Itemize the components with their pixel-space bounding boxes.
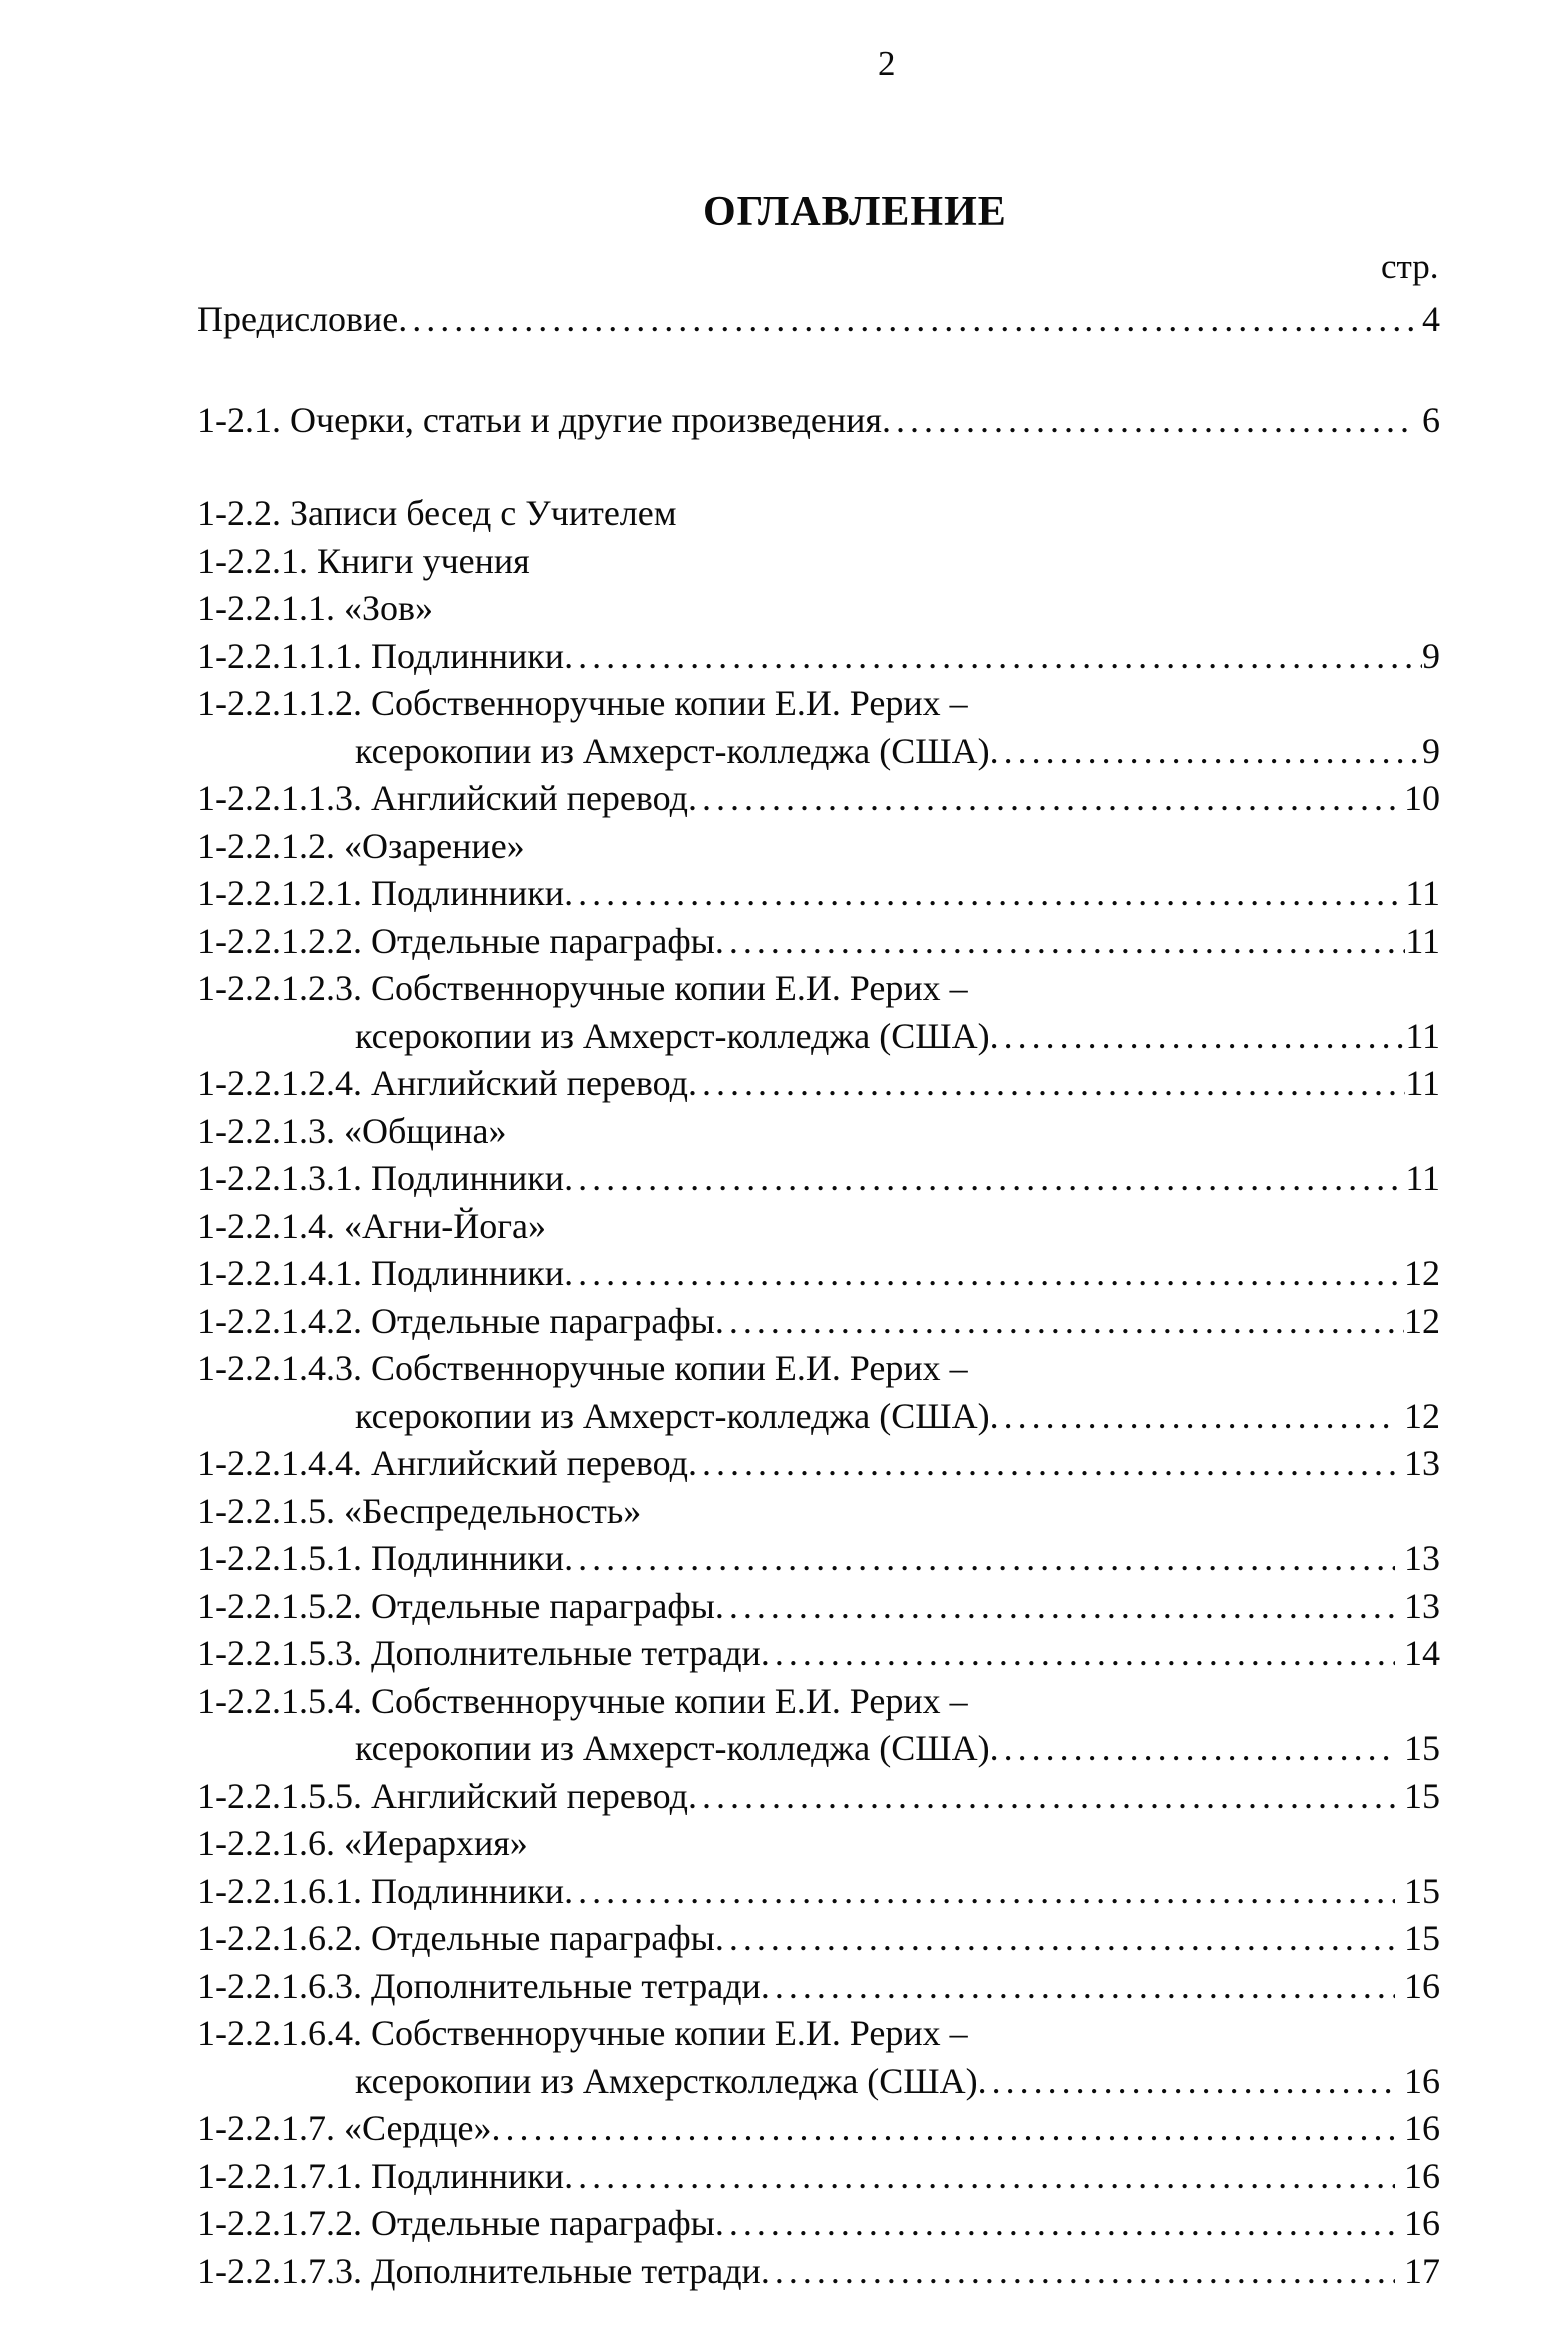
leader-dots — [564, 1250, 1404, 1298]
toc-row — [197, 1013, 1440, 1061]
leader-dots — [398, 296, 1422, 344]
toc-entry-page: 9 — [1422, 635, 1440, 676]
toc-row — [197, 2010, 1440, 2058]
toc-entry-label: 1-2.2. Записи бесед с Учителем — [197, 493, 677, 533]
toc-entry-label: 1-2.2.1.1.3. Английский перевод — [197, 778, 688, 818]
leader-dots — [688, 775, 1404, 823]
toc-entry-label: ксерокопии из Амхерстколледжа (США) — [355, 2060, 978, 2101]
leader-dots — [564, 870, 1405, 918]
toc-entry-page: 14 — [1395, 1633, 1440, 1673]
toc-entry-label: 1-2.2.1.2. «Озарение» — [197, 825, 525, 866]
toc — [197, 296, 1440, 2295]
toc-entry-label: 1-2.2.1.5.4. Собственноручные копии Е.И. Рерих – — [197, 1680, 968, 1721]
toc-entry-label: 1-2.2.1.5.5. Английский перевод — [197, 1775, 688, 1816]
leader-dots — [564, 1868, 1395, 1916]
leader-dots — [688, 1060, 1405, 1108]
toc-entry-label: 1-2.2.1.5.1. Подлинники — [197, 1538, 565, 1578]
toc-entry-page: 11 — [1405, 1063, 1440, 1103]
toc-entry-page: 13 — [1395, 1538, 1440, 1578]
toc-entry-page: 16 — [1395, 2155, 1440, 2196]
toc-entry-page: 11 — [1405, 873, 1440, 913]
toc-entry-page: 16 — [1395, 2060, 1440, 2101]
toc-entry-page: 11 — [1405, 920, 1440, 961]
toc-entry-page: 15 — [1395, 1775, 1440, 1816]
toc-row — [197, 1915, 1440, 1963]
toc-row — [197, 2200, 1440, 2248]
toc-row — [197, 1678, 1440, 1726]
toc-entry-label: 1-2.2.1.7.2. Отдельные параграфы — [197, 2203, 715, 2243]
toc-row — [197, 1725, 1440, 1773]
toc-row — [197, 633, 1440, 681]
toc-row — [197, 1203, 1440, 1251]
toc-entry-label: 1-2.2.1.6.2. Отдельные параграфы — [197, 1918, 715, 1958]
toc-row — [197, 775, 1440, 823]
toc-title: ОГЛАВЛЕНИЕ — [703, 189, 1007, 235]
toc-entry-label: 1-2.2.1.4. «Агни-Йога» — [197, 1205, 547, 1246]
toc-entry-label: 1-2.2.1.7.1. Подлинники — [197, 2155, 565, 2196]
toc-entry-label: ксерокопии из Амхерст-колледжа (США) — [355, 1728, 990, 1768]
toc-entry-label: ксерокопии из Амхерст-колледжа (США) — [355, 1395, 990, 1436]
toc-entry-label: 1-2.2.1.4.3. Собственноручные копии Е.И. Рерих – — [197, 1348, 968, 1388]
toc-row — [197, 2248, 1440, 2296]
toc-row — [197, 1345, 1440, 1393]
toc-entry-label: 1-2.2.1.2.1. Подлинники — [197, 873, 565, 913]
toc-entry-page: 13 — [1395, 1585, 1440, 1626]
leader-dots — [492, 2105, 1395, 2153]
toc-entry-page: 4 — [1422, 299, 1440, 339]
toc-row — [197, 2058, 1440, 2106]
toc-row — [197, 870, 1440, 918]
toc-row — [197, 918, 1440, 966]
toc-entry-label: 1-2.2.1. Книги учения — [197, 540, 530, 581]
page-column-header: стр. — [1381, 247, 1439, 286]
toc-row — [197, 2105, 1440, 2153]
toc-row — [197, 1868, 1440, 1916]
toc-entry-label: 1-2.2.1.5.2. Отдельные параграфы — [197, 1585, 715, 1626]
toc-entry-label: 1-2.1. Очерки, статьи и другие произведения — [197, 399, 882, 440]
leader-dots — [715, 1583, 1395, 1631]
toc-entry-label: 1-2.2.1.5.3. Дополнительные тетради — [197, 1633, 761, 1673]
leader-dots — [564, 633, 1422, 681]
toc-entry-page: 15 — [1395, 1918, 1440, 1958]
leader-dots — [715, 918, 1405, 966]
toc-row — [197, 1488, 1440, 1536]
leader-dots — [990, 728, 1422, 776]
toc-row — [197, 490, 1440, 538]
leader-dots — [761, 1630, 1395, 1678]
leader-dots — [715, 1298, 1404, 1346]
toc-entry-page: 13 — [1404, 1443, 1440, 1483]
toc-entry-page: 17 — [1395, 2250, 1440, 2291]
toc-entry-page: 15 — [1395, 1728, 1440, 1768]
toc-row — [197, 1440, 1440, 1488]
toc-row — [197, 538, 1440, 586]
toc-entry-page: 11 — [1405, 1158, 1440, 1198]
toc-entry-label: 1-2.2.1.7. «Сердце» — [197, 2108, 492, 2148]
toc-entry-label: ксерокопии из Амхерст-колледжа (США) — [355, 1015, 990, 1056]
toc-row — [197, 965, 1440, 1013]
toc-entry-label: 1-2.2.1.5. «Беспредельность» — [197, 1490, 642, 1531]
toc-entry-page: 12 — [1404, 1300, 1440, 1341]
toc-row — [197, 397, 1440, 445]
toc-entry-label: 1-2.2.1.2.2. Отдельные параграфы — [197, 920, 715, 961]
toc-entry-label: 1-2.2.1.7.3. Дополнительные тетради — [197, 2250, 761, 2291]
toc-entry-page: 16 — [1395, 1965, 1440, 2006]
toc-entry-page: 12 — [1395, 1395, 1440, 1436]
toc-entry-label: 1-2.2.1.1. «Зов» — [197, 588, 434, 628]
toc-row — [197, 1773, 1440, 1821]
toc-row — [197, 1535, 1440, 1583]
leader-dots — [761, 2248, 1395, 2296]
toc-entry-label: 1-2.2.1.3. «Община» — [197, 1110, 507, 1151]
toc-entry-page: 11 — [1405, 1015, 1440, 1056]
leader-dots — [564, 2153, 1395, 2201]
toc-entry-label: 1-2.2.1.2.3. Собственноручные копии Е.И. Рерих – — [197, 968, 968, 1008]
toc-entry-label: 1-2.2.1.4.2. Отдельные параграфы — [197, 1300, 715, 1341]
page-number: 2 — [878, 44, 896, 83]
toc-entry-page: 16 — [1395, 2203, 1440, 2243]
toc-entry-label: Предисловие — [197, 299, 399, 339]
toc-entry-label: 1-2.2.1.6. «Иерархия» — [197, 1823, 528, 1863]
toc-entry-label: 1-2.2.1.1.1. Подлинники — [197, 635, 565, 676]
toc-row — [197, 296, 1440, 344]
toc-entry-label: 1-2.2.1.3.1. Подлинники — [197, 1158, 565, 1198]
leader-dots — [564, 1155, 1405, 1203]
toc-row — [197, 728, 1440, 776]
toc-entry-page: 9 — [1422, 730, 1440, 771]
leader-dots — [990, 1013, 1406, 1061]
leader-dots — [715, 1915, 1395, 1963]
leader-dots — [564, 1535, 1395, 1583]
toc-entry-page: 10 — [1404, 778, 1440, 818]
toc-row — [197, 1630, 1440, 1678]
toc-row — [197, 823, 1440, 871]
leader-dots — [990, 1393, 1395, 1441]
leader-dots — [882, 397, 1413, 445]
toc-entry-label: 1-2.2.1.1.2. Собственноручные копии Е.И. Рерих – — [197, 683, 968, 723]
toc-row — [197, 1250, 1440, 1298]
toc-row — [197, 1393, 1440, 1441]
toc-row — [197, 1060, 1440, 1108]
toc-row — [197, 1155, 1440, 1203]
toc-row — [197, 1820, 1440, 1868]
leader-dots — [761, 1963, 1395, 2011]
toc-entry-page: 12 — [1404, 1253, 1440, 1293]
toc-row — [197, 585, 1440, 633]
toc-entry-page: 16 — [1395, 2108, 1440, 2148]
leader-dots — [688, 1773, 1395, 1821]
toc-entry-label: 1-2.2.1.6.3. Дополнительные тетради — [197, 1965, 761, 2006]
toc-entry-label: ксерокопии из Амхерст-колледжа (США) — [355, 730, 990, 771]
toc-entry-label: 1-2.2.1.4.4. Английский перевод — [197, 1443, 688, 1483]
toc-row — [197, 680, 1440, 728]
leader-dots — [715, 2200, 1395, 2248]
toc-entry-label: 1-2.2.1.6.1. Подлинники — [197, 1870, 565, 1911]
toc-row — [197, 1298, 1440, 1346]
toc-entry-label: 1-2.2.1.2.4. Английский перевод — [197, 1063, 688, 1103]
toc-entry-label: 1-2.2.1.4.1. Подлинники — [197, 1253, 565, 1293]
toc-entry-label: 1-2.2.1.6.4. Собственноручные копии Е.И. Рерих – — [197, 2013, 968, 2053]
toc-row — [197, 2153, 1440, 2201]
leader-dots — [688, 1440, 1404, 1488]
toc-row — [197, 1963, 1440, 2011]
toc-entry-page: 6 — [1413, 399, 1440, 440]
leader-dots — [990, 1725, 1395, 1773]
toc-entry-page: 15 — [1395, 1870, 1440, 1911]
toc-row — [197, 1108, 1440, 1156]
toc-row — [197, 1583, 1440, 1631]
leader-dots — [978, 2058, 1395, 2106]
